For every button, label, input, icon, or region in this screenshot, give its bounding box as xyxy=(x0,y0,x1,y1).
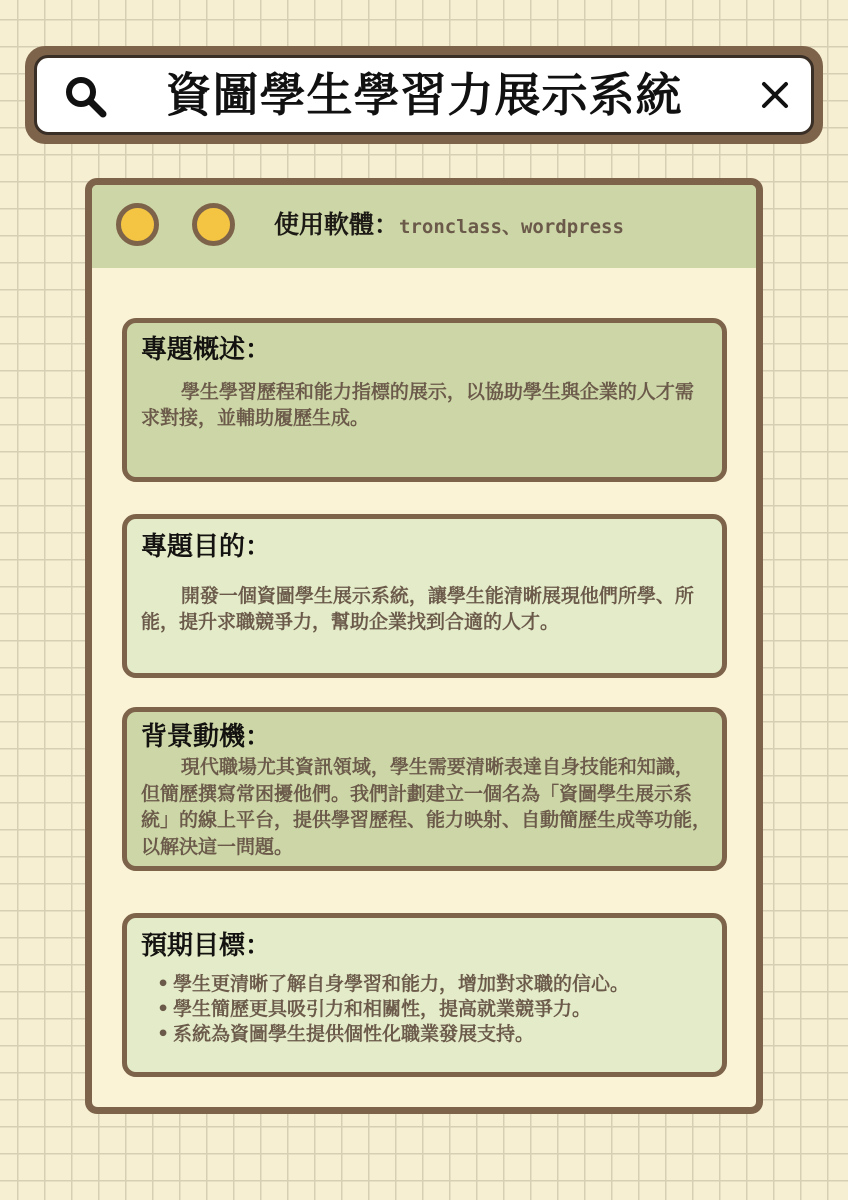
close-icon[interactable] xyxy=(757,77,793,113)
goal-text: 系統為資圖學生提供個性化職業發展支持。 xyxy=(173,1023,535,1045)
goals-list xyxy=(141,972,712,1047)
bullet-icon: • xyxy=(157,973,170,995)
main-window xyxy=(85,178,763,1114)
software-value: tronclass、wordpress xyxy=(399,216,624,238)
goal-text: 學生更清晰了解自身學習和能力，增加對求職的信心。 xyxy=(173,973,630,995)
window-header xyxy=(92,185,756,268)
bullet-icon: • xyxy=(157,998,170,1020)
goals-card xyxy=(122,913,727,1077)
purpose-title: 專題目的： xyxy=(141,532,272,562)
overview-card xyxy=(122,318,727,482)
list-item xyxy=(155,1022,712,1047)
list-item xyxy=(155,972,712,997)
software-line xyxy=(274,205,624,245)
goal-text: 學生簡歷更具吸引力和相關性，提高就業競爭力。 xyxy=(173,998,592,1020)
search-title: 資圖學生學習力展示系統 xyxy=(165,68,683,122)
bullet-icon: • xyxy=(157,1023,170,1045)
window-dot-button[interactable] xyxy=(192,203,235,246)
search-bar[interactable] xyxy=(34,55,814,135)
overview-title: 專題概述： xyxy=(141,335,272,365)
purpose-body: 開發一個資圖學生展示系統，讓學生能清晰展現他們所學、所能，提升求職競爭力，幫助企業找到合適的人才。 xyxy=(141,585,694,633)
list-item xyxy=(155,997,712,1022)
software-label: 使用軟體： xyxy=(274,210,400,239)
motivation-body: 現代職場尤其資訊領域，學生需要清晰表達自身技能和知識，但簡歷撰寫常困擾他們。我們計劃建立一個名為「資圖學生展示系統」的線上平台，提供學習歷程、能力映射、自動簡歷生成等功能，以解決這一問題。 xyxy=(141,756,712,858)
goals-title: 預期目標： xyxy=(141,931,272,961)
search-icon[interactable] xyxy=(61,72,111,122)
search-bar-frame xyxy=(25,46,823,144)
purpose-card xyxy=(122,514,727,678)
motivation-title: 背景動機： xyxy=(141,722,272,752)
motivation-card xyxy=(122,707,727,871)
window-dot-button[interactable] xyxy=(116,203,159,246)
overview-body: 學生學習歷程和能力指標的展示，以協助學生與企業的人才需求對接，並輔助履歷生成。 xyxy=(141,381,694,429)
